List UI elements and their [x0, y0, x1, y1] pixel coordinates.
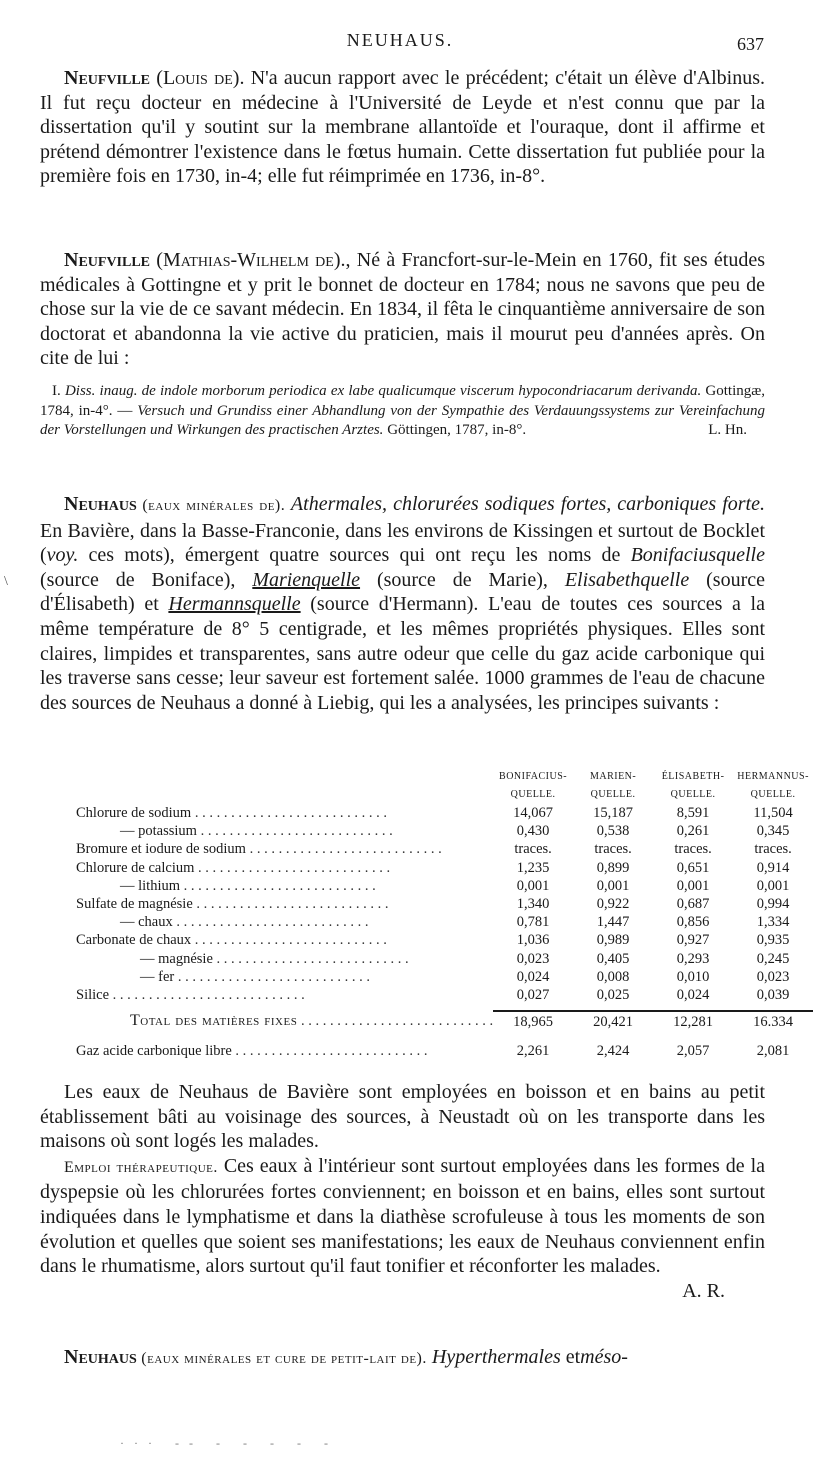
row-label: — lithium . . . . . . . . . . . . . . . . . . . . . . . . . . .: [120, 877, 376, 894]
table-cell: 1,235: [516, 859, 550, 876]
biblio-title-2: Versuch und Grundiss einer Abhandlung von der Sympathie des Verdauungssystems zur Vereinfachung der Vorstellungen und Wirkungen des practischen Arztes.: [40, 402, 765, 438]
row-label: Gaz acide carbonique libre . . . . . . . . . . . . . . . . . . . . . . . . . . .: [76, 1043, 428, 1060]
entry-neuhaus-petit-lait: [40, 1345, 765, 1372]
source-name: Marienquelle: [252, 568, 361, 591]
entry-neuhaus: [40, 492, 765, 715]
usage-paragraph: Ces eaux à l'intérieur sont surtout employées dans les formes de la dyspepsie où les chlorurées fortes conviennent; en boisson et en bains, elles sont surtout indiquées dans le lymphatisme et dans la diathèse scrofuleuse à tous les moments de son évolution et quelles que soient ses manifestations; les eaux de Neuhaus conviennent enfin dans le rhumatisme, alors surtout qu'il faut tonifier et réconforter les malades.: [40, 1154, 765, 1278]
biblio-pub-1: Gottingæ, 1784, in-4°. —: [40, 383, 766, 419]
row-label: Carbonate de chaux . . . . . . . . . . . . . . . . . . . . . . . . . . .: [76, 932, 387, 949]
row-label: — magnésie . . . . . . . . . . . . . . . . . . . . . . . . . . .: [140, 950, 409, 967]
table-row: [76, 840, 813, 858]
table-cell: 0,914: [756, 859, 790, 876]
gas-cell: 2,424: [596, 1043, 630, 1060]
row-label: Silice . . . . . . . . . . . . . . . . . . . . . . . . . . .: [76, 987, 305, 1004]
gas-cell: 2,057: [676, 1043, 710, 1060]
row-label: Sulfate de magnésie . . . . . . . . . . . . . . . . . . . . . . . . . . .: [76, 896, 389, 913]
table-cell: 0,405: [596, 950, 630, 967]
entry-text: (source de Boniface),: [40, 568, 253, 591]
table-cell: 0,027: [516, 987, 550, 1004]
table-row: [76, 913, 813, 931]
section-label: Emploi thérapeutique.: [64, 1158, 218, 1176]
bibliography: [40, 382, 765, 441]
total-cell: 18,965: [493, 1004, 573, 1032]
author-signature: L. Hn.: [708, 422, 747, 438]
table-cell: 1,036: [516, 932, 550, 949]
entry-text: L'eau de toutes ces sources a la même température de 8° 5 centigrade, et les mêmes propriétés physiques. Elles sont claires, limpides et transparentes, sans autre odeur que celle du gaz acide carbonique qui les traverse sans cesse; leur saveur est fortement salée. 1000 grammes de l'eau de chacune des sources de Neuhaus a donné à Liebig, qui les a analysées, les principes suivants :: [40, 593, 765, 714]
entry-name: (Mathias-Wilhelm de).,: [156, 249, 351, 271]
printer-marks: ··· -- - - - - -: [120, 1436, 338, 1450]
table-cell: 0,261: [676, 823, 710, 840]
table-cell: traces.: [674, 841, 712, 858]
table-cell: traces.: [594, 841, 632, 858]
table-cell: 8,591: [676, 805, 710, 821]
table-cell: 0,994: [756, 896, 790, 913]
table-cell: 0,345: [756, 823, 790, 840]
entry-classification: Athermales, chlorurées sodiques fortes, carboniques forte.: [285, 493, 765, 515]
table-cell: 0,687: [676, 896, 710, 913]
entry-text: Né à Francfort-sur-le-Mein en 1760, fit ses études médicales à Gottingne et y prit le bonnet de docteur en 1784; nous ne savons que peu de chose sur la vie de ce savant médecin. En 1834, il fêta le cinquantième anniversaire de son doctorat et abandonna la vie active du praticien, mais il mourut peu d'années après. On cite de lui :: [40, 249, 765, 370]
entry-text: (source d'Élisabeth) et: [40, 568, 765, 616]
entry-headword: Neuhaus: [64, 1346, 137, 1368]
entry-text: En Bavière, dans la Basse-Franconie, dans les environs de Kissingen et surtout de Bocklet (: [40, 519, 765, 567]
table-cell: 0,922: [596, 896, 630, 913]
gas-cell: 2,261: [516, 1043, 550, 1060]
table-cell: traces.: [754, 841, 792, 858]
table-cell: 0,245: [756, 950, 790, 967]
entry-text: (source d'Hermann).: [300, 593, 479, 616]
table-cell: 0,039: [756, 987, 790, 1004]
total-cell: 20,421: [573, 1004, 653, 1032]
table-cell: 1,447: [596, 914, 630, 931]
table-cell: 0,430: [516, 823, 550, 840]
table-cell: 0,001: [596, 877, 630, 894]
entry-text: ces mots), émergent quatre sources qui ont reçu les noms de: [78, 544, 631, 567]
table-cell: 0,935: [756, 932, 790, 949]
table-row: [76, 804, 813, 822]
gas-cell: 2,081: [756, 1043, 790, 1060]
table-cell: 0,293: [676, 950, 710, 967]
table-cell: 1,334: [756, 914, 790, 931]
entry-text: N'a aucun rapport avec le précédent; c'était un élève d'Albinus. Il fut reçu docteur en médecine à l'Université de Leyde et n'est connu que par la dissertation qu'il y soutint sur la membrane allantoïde et l'ouraque, dont il affirme et prétend démontrer l'existence dans le fœtus humain. Cette dissertation fut publiée pour la première fois en 1730, in-4; elle fut réimprimée en 1736, in-8°.: [40, 67, 766, 188]
row-label: Chlorure de sodium . . . . . . . . . . . . . . . . . . . . . . . . . . .: [76, 805, 387, 821]
running-title: NEUHAUS.: [346, 30, 454, 50]
neuhaus-usage: [40, 1080, 765, 1303]
page-number: 637: [737, 34, 764, 54]
table-cell: 0,538: [596, 823, 630, 840]
source-name: Elisabethquelle: [564, 568, 690, 591]
table-cell: 0,927: [676, 932, 710, 949]
table-cell: 0,023: [516, 950, 550, 967]
table-header-row: [76, 768, 813, 804]
entry-qualifier: (eaux minérales de).: [136, 497, 286, 514]
source-name: Hermannsquelle: [168, 593, 301, 616]
table-cell: 14,067: [513, 805, 554, 821]
total-row: [76, 1004, 813, 1032]
analysis-table: [76, 768, 809, 1060]
table-cell: 0,001: [516, 877, 550, 894]
source-name: Bonifaciusquelle: [630, 544, 765, 567]
column-header: BONIFACIUS- QUELLE.: [499, 771, 568, 800]
table-cell: 0,001: [676, 877, 710, 894]
margin-mark: \: [4, 574, 8, 589]
row-label: Total des matières fixes . . . . . . . . . . . . . . . . . . . . . . . . . . .: [130, 1012, 494, 1030]
biblio-title-1: Diss. inaug. de indole morborum periodica ex labe qualicumque viscerum hypocondriacarum derivanda.: [64, 383, 702, 399]
table-row: [76, 931, 813, 949]
row-label: — fer . . . . . . . . . . . . . . . . . . . . . . . . . . .: [140, 968, 370, 985]
author-signature: A. R.: [682, 1279, 725, 1302]
entry-classification: Hyperthermales: [426, 1346, 561, 1368]
entry-qualifier: (eaux minérales et cure de petit-lait de).: [136, 1350, 427, 1367]
usage-paragraph: Les eaux de Neuhaus de Bavière sont employées en boisson et en bains au petit établissement bâti au voisinage des sources, à Neustadt où on les transporte dans les maisons où sont logés les malades.: [40, 1081, 765, 1153]
table-cell: 0,024: [676, 987, 710, 1004]
column-header: HERMANNUS- QUELLE.: [737, 771, 809, 800]
table-row: [76, 895, 813, 913]
table-cell: 0,989: [596, 932, 630, 949]
entry-text: et: [560, 1346, 581, 1368]
table-cell: 0,025: [596, 987, 630, 1004]
table-cell: 0,024: [516, 968, 550, 985]
table-cell: 0,010: [676, 968, 710, 985]
entry-neufville-mathias: [40, 248, 765, 371]
total-cell: 16.334: [733, 1004, 813, 1032]
table-cell: 15,187: [593, 805, 634, 821]
table-cell: 0,651: [676, 859, 710, 876]
table-cell: 0,023: [756, 968, 790, 985]
table-cell: 1,340: [516, 896, 550, 913]
entry-name: (Louis de).: [156, 67, 245, 89]
row-label: Chlorure de calcium . . . . . . . . . . . . . . . . . . . . . . . . . . .: [76, 859, 391, 876]
cross-reference: voy.: [46, 544, 79, 567]
column-header: MARIEN- QUELLE.: [589, 771, 637, 800]
table-cell: 0,899: [596, 859, 630, 876]
table-cell: 0,008: [596, 968, 630, 985]
table-cell: 0,781: [516, 914, 550, 931]
table-row: [76, 950, 813, 968]
entry-text: (source de Marie),: [360, 568, 565, 591]
table-cell: 11,504: [753, 805, 793, 821]
biblio-prefix: I.: [52, 383, 65, 399]
entry-headword: Neuhaus: [64, 493, 137, 515]
entry-classification: méso-: [580, 1346, 628, 1368]
total-cell: 12,281: [653, 1004, 733, 1032]
entry-headword: Neufville: [64, 67, 151, 89]
table-row: [76, 859, 813, 877]
entry-neufville-louis: [40, 66, 765, 189]
table-cell: 0,856: [676, 914, 710, 931]
row-label: — potassium . . . . . . . . . . . . . . . . . . . . . . . . . . .: [120, 823, 393, 840]
table-row: [76, 822, 813, 840]
table-row: [76, 986, 813, 1004]
row-label: Bromure et iodure de sodium . . . . . . . . . . . . . . . . . . . . . . . . . . .: [76, 841, 442, 858]
table-cell: traces.: [514, 841, 552, 858]
column-header: ÉLISABETH- QUELLE.: [661, 771, 725, 800]
table-row: [76, 968, 813, 986]
entry-headword: Neufville: [64, 249, 151, 271]
gas-row: [76, 1032, 813, 1060]
table-row: [76, 877, 813, 895]
row-label: — chaux . . . . . . . . . . . . . . . . . . . . . . . . . . .: [120, 914, 369, 931]
table-cell: 0,001: [756, 877, 790, 894]
biblio-pub-2: Göttingen, 1787, in-8°.: [383, 422, 527, 438]
